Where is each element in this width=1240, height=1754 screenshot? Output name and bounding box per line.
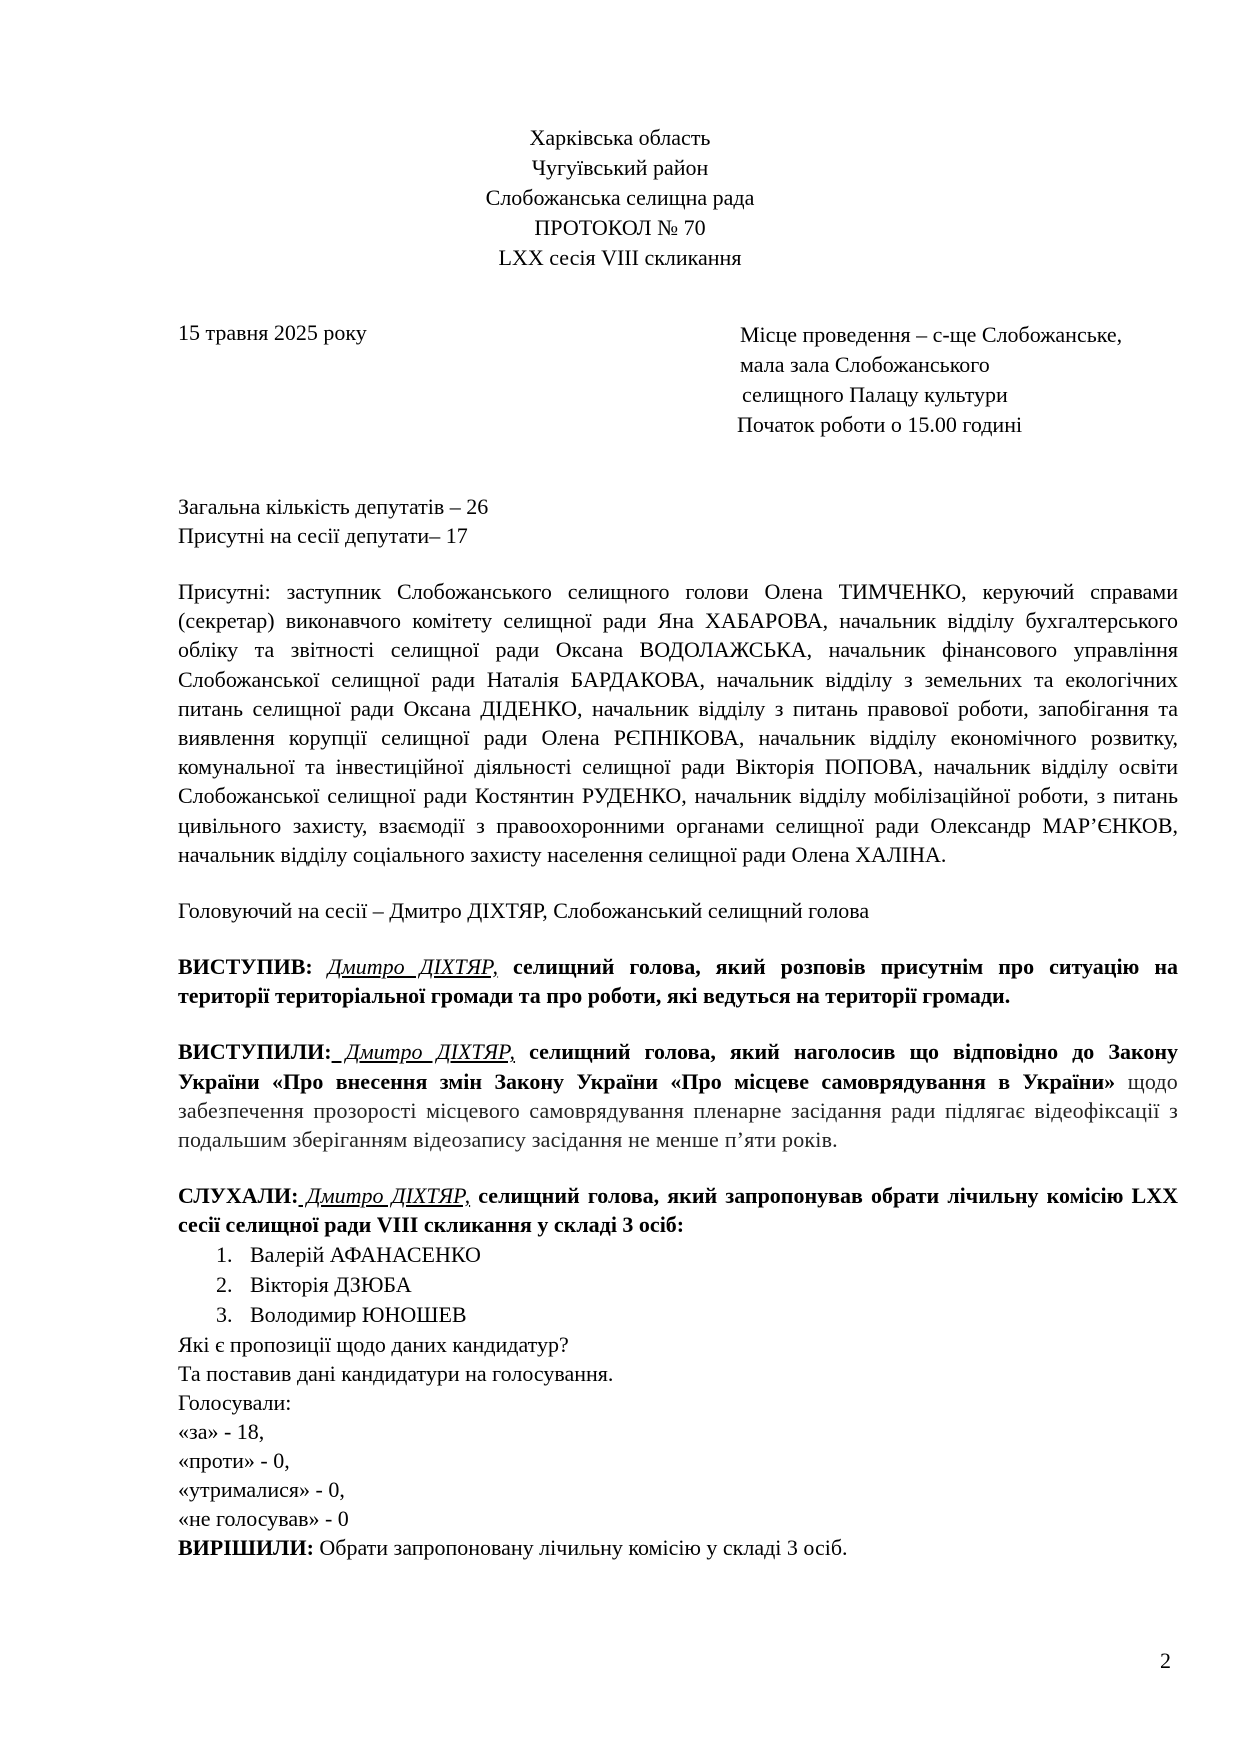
voted-heading: Голосували:: [178, 1389, 292, 1415]
meeting-place: [737, 320, 1123, 440]
total-deputies: Загальна кількість депутатів – 26: [178, 494, 489, 519]
document-body: [178, 492, 1178, 1562]
vote-for: «за» - 18,: [178, 1418, 265, 1444]
proposal-question: Які є пропозиції щодо даних кандидатур?: [178, 1331, 569, 1357]
session-chair: Головуючий на сесії – Дмитро ДІХТЯР, Слобожанський селищний голова: [178, 898, 870, 924]
vote-against: «проти» - 0,: [178, 1447, 290, 1473]
spoke-label: ВИСТУПИВ:: [178, 954, 313, 980]
list-item: 2. Вікторія ДЗЮБА: [216, 1271, 412, 1297]
meeting-date: 15 травня 2025 року: [178, 320, 367, 345]
present-officials: Присутні: заступник Слобожанського селищного голови Олена ТИМЧЕНКО, керуючий справами (секретар) виконавчого комітету селищної ради Яна ХАБАРОВА, начальник відділу бухгалтерського обліку та звітності селищної ради Оксана ВОДОЛАЖСЬКА, начальник фінансового управління Слобожанської селищної ради Наталія БАРДАКОВА, начальник відділу з земельних та екологічних питань селищної ради Оксана ДІДЕНКО, начальник відділу з питань правової роботи, запобігання та виявлення корупції селищної ради Олена РЄПНІКОВА, начальник відділу економічного розвитку, комунальної та інвестиційної діяльності селищної ради Вікторія ПОПОВА, начальник відділу освіти Слобожанської селищної ради Костянтин РУДЕНКО, начальник відділу мобілізаційної роботи, з питань цивільного захисту, взаємодії з правоохоронними органами селищної ради Олександр МАР’ЄНКОВ, начальник відділу соціального захисту населення селищної ради Олена ХАЛІНА.: [178, 579, 1178, 867]
spoke-multiple-section: [178, 1037, 1178, 1154]
speaker-name-2: Дмитро ДІХТЯР,: [331, 1039, 516, 1065]
decision-text: Обрати запропоновану лічильну комісію у складі 3 осіб.: [313, 1534, 848, 1560]
spoke-multiple-text-a: селищний голова, який наголосив що відповідно до Закону України «Про внесення змін Закону України «Про місцеве самоврядування в України»: [178, 1039, 1179, 1094]
council-line: Слобожанська селищна рада: [485, 185, 755, 210]
spoke-text: селищний голова, який розповів присутнім про ситуацію на території територіальної громади та про роботи, які ведуться на території громади.: [178, 954, 1179, 1009]
page-number: 2: [1160, 1648, 1171, 1673]
place-line-3: селищного Палацу культури: [742, 382, 1008, 407]
heard-section: [178, 1181, 1178, 1239]
put-to-vote: Та поставив дані кандидатури на голосування.: [178, 1360, 614, 1386]
spoke-section: [178, 952, 1178, 1010]
decision: [178, 1533, 1178, 1562]
session-line: LXX сесія VIII скликання: [498, 245, 742, 270]
region-line: Харківська область: [529, 125, 711, 150]
vote-abstained: «утрималися» - 0,: [178, 1476, 345, 1502]
district-line: Чугуївський район: [531, 155, 709, 180]
speaker-name-3: Дмитро ДІХТЯР,: [298, 1183, 471, 1209]
present-deputies: Присутні на сесії депутати– 17: [178, 523, 468, 548]
start-time: Початок роботи о 15.00 годині: [737, 412, 1023, 437]
decision-label: ВИРІШИЛИ:: [178, 1534, 314, 1560]
spoke-multiple-text-b: щодо забезпечення прозорості місцевого самоврядування пленарне засідання ради підлягає відеофіксації з подальшим зберіганням відеозапису засідання не менше п’яти років.: [178, 1068, 1178, 1153]
list-item: 3. Володимир ЮНОШЕВ: [216, 1301, 467, 1327]
protocol-number: ПРОТОКОЛ № 70: [534, 215, 706, 240]
heard-label: СЛУХАЛИ:: [178, 1183, 299, 1209]
heard-text: селищний голова, який запропонував обрати лічильну комісію LXX сесії селищної ради VIII скликання у складі 3 осіб:: [178, 1183, 1178, 1238]
place-line-1: Місце проведення – с-ще Слобожанське,: [740, 322, 1123, 347]
counting-commission-list: [178, 1240, 1178, 1330]
place-line-2: мала зала Слобожанського: [740, 352, 990, 377]
vote-not-voted: «не голосував» - 0: [178, 1505, 349, 1531]
list-item: 1. Валерій АФАНАСЕНКО: [216, 1241, 481, 1267]
document-header: [0, 123, 1240, 273]
speaker-name: Дмитро ДІХТЯР,: [327, 954, 499, 980]
spoke-multiple-label: ВИСТУПИЛИ:: [178, 1039, 332, 1065]
